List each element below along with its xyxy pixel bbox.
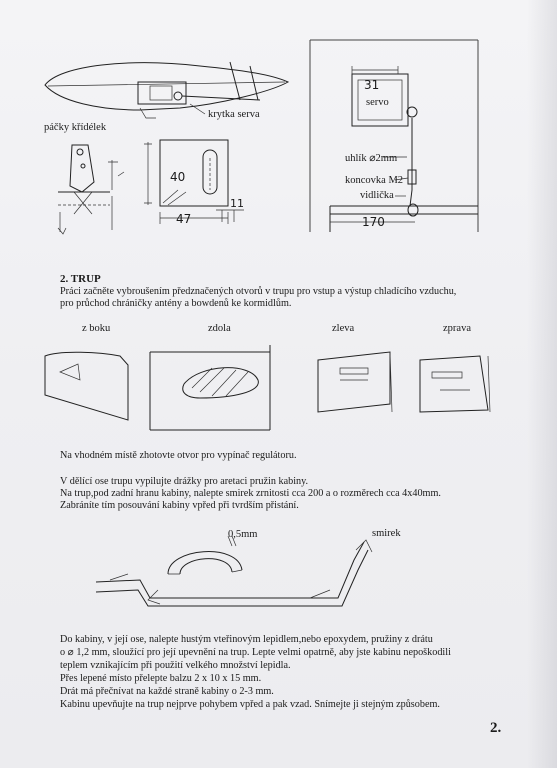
groove-line-2: Na trup,pod zadní hranu kabiny, nalepte smirek zrnitosti cca 200 a o rozměrech cca 4x40mm. bbox=[60, 488, 441, 499]
groove-line-3: Zabráníte tím posouvání kabiny vpřed při tvrdším přistání. bbox=[60, 500, 299, 511]
switch-hole-text: Na vhodném místě zhotovte otvor pro vypínač regulátoru. bbox=[60, 450, 297, 461]
servo-label: servo bbox=[366, 97, 389, 108]
clevis-label: vidlička bbox=[360, 190, 394, 201]
fuselage-bottom-view-drawing bbox=[150, 345, 270, 430]
aileron-lever-drawing bbox=[58, 145, 124, 234]
carbon-rod-label: uhlík ⌀2mm bbox=[345, 153, 398, 164]
section-heading: 2. TRUP bbox=[60, 273, 101, 285]
fuselage-left-view-drawing bbox=[318, 352, 392, 412]
view-label-left: zleva bbox=[332, 323, 355, 334]
fuselage-right-view-drawing bbox=[420, 356, 490, 412]
cabin-line-2: o ⌀ 1,2 mm, sloužící pro její upevnění na trup. Lepte velmi opatrně, aby jste kabinu nepoškodili bbox=[60, 647, 451, 658]
dim-170: 170 bbox=[362, 215, 385, 229]
dim-40: 40 bbox=[170, 170, 186, 184]
intro-line-1: Práci začněte vybroušením předznačených otvorů v trupu pro vstup a výstup chladícího vzduchu, bbox=[60, 286, 457, 297]
cabin-line-6: Kabinu upevňujte na trup nejprve pohybem vpřed a pak vzad. Snímejte ji stejným způsobem. bbox=[60, 699, 440, 710]
end-fitting-label: koncovka M2 bbox=[345, 175, 404, 186]
intro-line-2: pro průchod chráničky antény a bowdenů ke kormidlům. bbox=[60, 298, 292, 309]
servo-cover-label: krytka serva bbox=[208, 109, 260, 120]
dim-11: 11 bbox=[230, 197, 244, 210]
servo-cover-drawing bbox=[144, 140, 244, 224]
view-label-bottom: zdola bbox=[208, 323, 231, 334]
aileron-lever-label: páčky křídélek bbox=[44, 122, 107, 133]
view-label-right: zprava bbox=[443, 323, 471, 334]
groove-line-1: V dělící ose trupu vypilujte drážky pro aretaci pružin kabiny. bbox=[60, 476, 309, 487]
cabin-spring-drawing bbox=[96, 536, 372, 606]
fuselage-side-view-drawing bbox=[45, 352, 128, 420]
spring-dim-label: 0,5mm bbox=[228, 529, 258, 540]
page-number: 2. bbox=[490, 720, 502, 736]
servo-linkage-drawing bbox=[310, 40, 478, 232]
dim-31: 31 bbox=[364, 78, 380, 92]
cabin-line-5: Drát má přečnívat na každé straně kabiny o 2-3 mm. bbox=[60, 686, 274, 697]
dim-47: 47 bbox=[176, 212, 192, 226]
sandpaper-label: smirek bbox=[372, 528, 401, 539]
cabin-line-1: Do kabiny, v její ose, nalepte hustým vteřinovým lepidlem,nebo epoxydem, pružiny z drátu bbox=[60, 634, 433, 645]
cabin-line-3: teplem vznikajícím při použití velkého množství lepidla. bbox=[60, 660, 291, 671]
cabin-line-4: Přes lepené místo přelepte balzu 2 x 10 x 15 mm. bbox=[60, 673, 262, 684]
view-label-side: z boku bbox=[82, 323, 111, 334]
